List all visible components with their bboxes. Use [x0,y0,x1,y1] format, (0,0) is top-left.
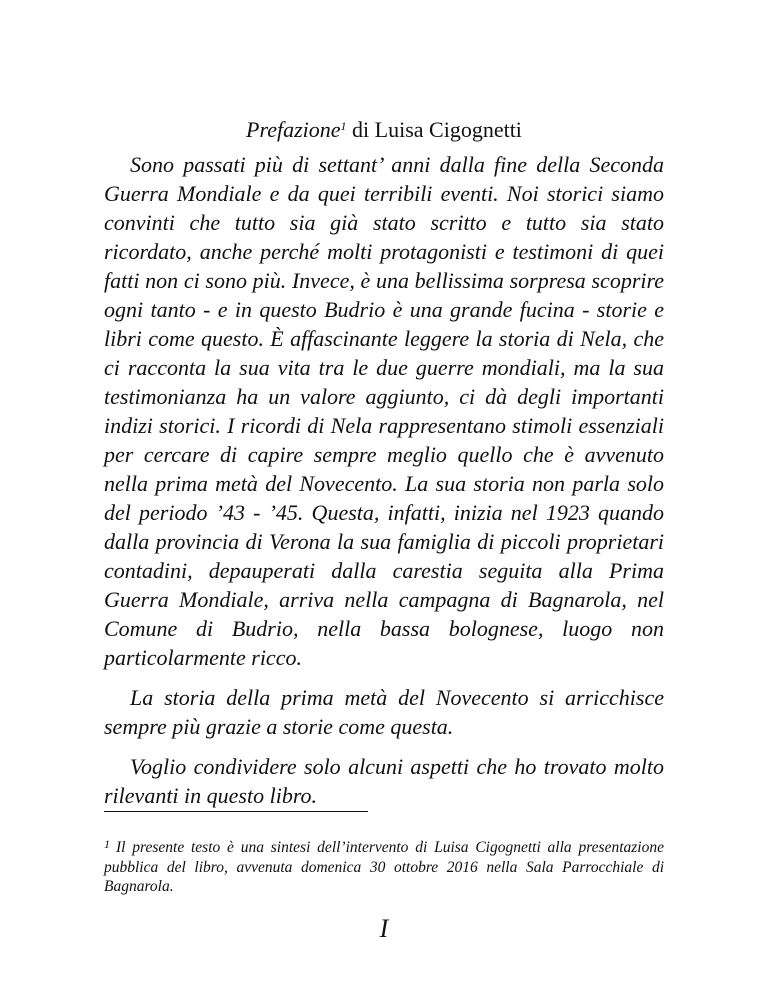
title-author: di Luisa Cigognetti [346,117,522,142]
footnote-separator [104,811,368,812]
body-text [104,150,664,821]
footnote-marker: 1 [104,837,110,851]
page-number: I [379,914,389,943]
title-word: Prefazione [246,117,341,142]
footnote-text: Il presente testo è una sintesi dell’intervento di Luisa Cigognetti alla presentazione pubblica del libro, avvenuta domenica 30 ottobre 2016 nella Sala Parrocchiale di Bagnarola. [104,839,664,895]
title-footnote-marker: 1 [340,119,347,133]
paragraph: La storia della prima metà del Novecento si arricchisce sempre più grazie a storie come questa. [104,685,664,739]
paragraph: Voglio condividere solo alcuni aspetti che ho trovato molto rilevanti in questo libro. [104,754,664,808]
page-title [0,116,768,144]
paragraph: Sono passati più di settant’ anni dalla fine della Seconda Guerra Mondiale e da quei terribili eventi. Noi storici siamo convinti che tutto sia già stato scritto e tutto sia stato ricordato, anche perché molti protagonisti e testimoni di quei fatti non ci sono più. Invece, è una bellissima sorpresa scoprire ogni tanto - e in questo Budrio è una grande fucina - storie e libri come questo. È affascinante leggere la storia di Nela, che ci racconta la sua vita tra le due guerre mondiali, ma la sua testimonianza ha un valore aggiunto, ci dà degli importanti indizi storici. I ricordi di Nela rappresentano stimoli essenziali per cercare di capire sempre meglio quello che è avvenuto nella prima metà del Novecento. La sua storia non parla solo del periodo ’43 - ’45. Questa, infatti, inizia nel 1923 quando dalla provincia di Verona la sua famiglia di piccoli proprietari contadini, depauperati dalla carestia seguita alla Prima Guerra Mondiale, arriva nella campagna di Bagnarola, nel Comune di Budrio, nella bassa bolognese, luogo non particolarmente ricco. [104,152,664,670]
footnote [104,838,664,897]
